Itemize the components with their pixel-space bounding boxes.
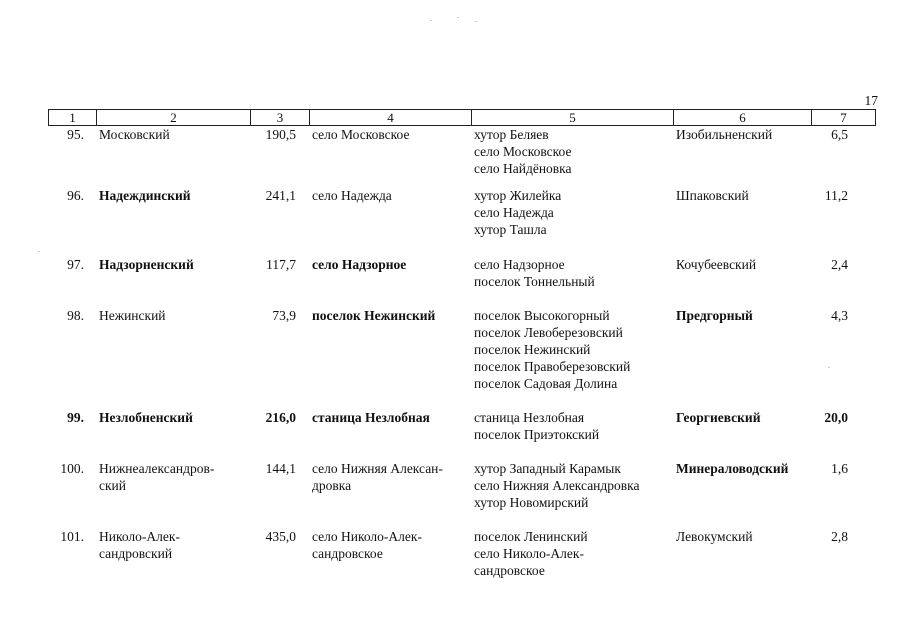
district-name: Георгиевский (676, 410, 761, 425)
header-col-6: 6 (739, 110, 746, 125)
municipality-name: Надзорненский (99, 257, 194, 272)
area-value: 73,9 (272, 308, 296, 323)
row-value: 4,3 (831, 308, 848, 323)
municipality-name: Московский (99, 127, 170, 142)
table-row (48, 187, 876, 256)
settlements-list (474, 307, 674, 392)
row-number: 98. (67, 308, 84, 323)
settlement: село Надежда (474, 205, 554, 220)
area-value: 144,1 (265, 461, 296, 476)
settlement: село Надзорное (474, 257, 565, 272)
settlement: хутор Ташла (474, 222, 547, 237)
row-value: 2,8 (831, 529, 848, 544)
settlement: поселок Левоберезовский (474, 325, 623, 340)
header-col-1: 1 (69, 110, 76, 125)
table-row (48, 256, 876, 307)
admin-center: село Нижняя Алексан- дровка (312, 461, 443, 493)
table-row (48, 528, 876, 588)
row-value: 6,5 (831, 127, 848, 142)
settlements-list (474, 256, 674, 290)
admin-center: поселок Нежинский (312, 308, 436, 323)
area-value: 117,7 (266, 257, 296, 272)
scan-speck (38, 251, 40, 252)
district-name: Предгорный (676, 308, 753, 323)
admin-center: село Надежда (312, 188, 392, 203)
municipality-name: Нежинский (99, 308, 166, 323)
table-row (48, 126, 876, 187)
table-row (48, 409, 876, 460)
settlement: поселок Правоберезовский (474, 359, 631, 374)
settlement: хутор Новомирский (474, 495, 589, 510)
settlement: поселок Ленинский (474, 529, 588, 544)
admin-center: село Московское (312, 127, 410, 142)
header-col-4: 4 (387, 110, 394, 125)
scan-speck (457, 17, 459, 18)
municipality-name: Нижнеалександров- ский (99, 461, 215, 493)
settlement: поселок Нежинский (474, 342, 591, 357)
area-value: 435,0 (265, 529, 296, 544)
row-number: 95. (67, 127, 84, 142)
settlements-list (474, 460, 674, 511)
row-number: 96. (67, 188, 84, 203)
settlement: поселок Приэтокский (474, 427, 600, 442)
settlement: хутор Западный Карамык (474, 461, 621, 476)
settlement: станица Незлобная (474, 410, 585, 425)
table-body (48, 126, 876, 588)
settlements-list (474, 126, 674, 177)
row-value: 20,0 (824, 410, 848, 425)
settlement: село Найдёновка (474, 161, 572, 176)
settlement: село Московское (474, 144, 572, 159)
area-value: 216,0 (265, 410, 296, 425)
district-name: Изобильненский (676, 127, 773, 142)
row-value: 11,2 (824, 188, 848, 203)
municipality-name: Надеждинский (99, 188, 191, 203)
area-value: 190,5 (265, 127, 296, 142)
table-header (48, 109, 876, 126)
area-value: 241,1 (265, 188, 296, 203)
row-number: 97. (67, 257, 84, 272)
settlements-list (474, 528, 674, 579)
table-row (48, 307, 876, 409)
scan-speck (475, 21, 477, 22)
admin-center: станица Незлобная (312, 410, 430, 425)
settlement: село Николо-Алек- (474, 546, 584, 561)
row-number: 99. (67, 410, 84, 425)
admin-center: село Надзорное (312, 257, 407, 272)
header-col-3: 3 (276, 110, 284, 125)
settlement: поселок Садовая Долина (474, 376, 618, 391)
settlement: село Нижняя Александровка (474, 478, 640, 493)
admin-center: село Николо-Алек- сандровское (312, 529, 422, 561)
row-value: 1,6 (831, 461, 848, 476)
settlement: поселок Тоннельный (474, 274, 595, 289)
settlement: поселок Высокогорный (474, 308, 610, 323)
scan-speck (828, 367, 830, 368)
header-col-2: 2 (170, 110, 177, 125)
row-number: 100. (60, 461, 84, 476)
row-number: 101. (60, 529, 84, 544)
scan-speck (430, 20, 432, 21)
settlements-list (474, 409, 674, 443)
settlements-list (474, 187, 674, 238)
district-name: Левокумский (676, 529, 753, 544)
district-name: Кочубеевский (676, 257, 757, 272)
district-name: Шпаковский (676, 188, 749, 203)
district-name: Минераловодский (676, 461, 789, 476)
settlement: хутор Беляев (474, 127, 549, 142)
header-col-7: 7 (840, 110, 847, 125)
header-col-5: 5 (569, 110, 576, 125)
settlement: хутор Жилейка (474, 188, 562, 203)
table-row (48, 460, 876, 528)
settlement: сандровское (474, 563, 545, 578)
municipality-name: Незлобненский (99, 410, 193, 425)
row-value: 2,4 (831, 257, 848, 272)
page-number: 17 (864, 93, 878, 108)
municipality-name: Николо-Алек- сандровский (99, 529, 180, 561)
